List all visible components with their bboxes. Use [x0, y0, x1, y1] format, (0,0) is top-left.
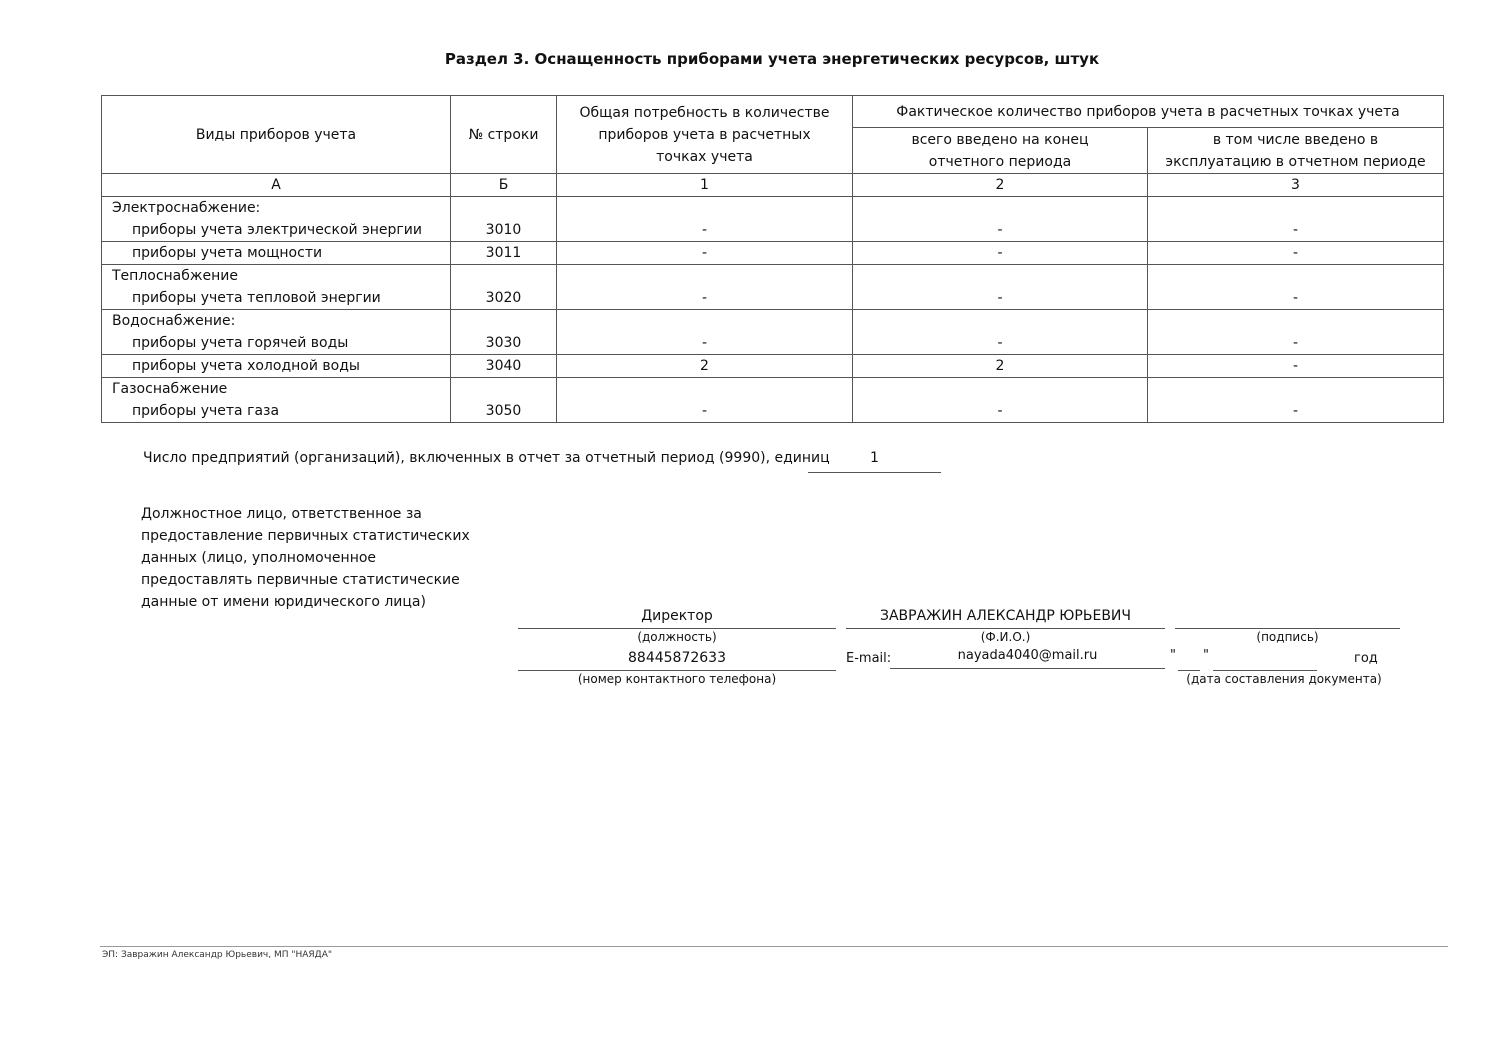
code-col-b: Б — [451, 174, 557, 197]
code-col-1: 1 — [557, 174, 853, 197]
row-label — [102, 197, 451, 242]
code-col-2: 2 — [853, 174, 1148, 197]
row-label — [102, 310, 451, 355]
header-col-a: Виды приборов учета — [102, 96, 451, 174]
meter-type-label: приборы учета тепловой энергии — [132, 290, 381, 306]
meter-type-label: приборы учета холодной воды — [102, 355, 451, 378]
table-row — [102, 265, 1444, 310]
date-year-label: год — [1354, 651, 1378, 666]
value-col-3: - — [1148, 355, 1444, 378]
responsible-person-text: Должностное лицо, ответственное за предоставление первичных статистических данных (лицо, уполномоченное предоставлять первичные статистические данные от имени юридического лица) — [141, 506, 470, 610]
enterprise-count-value: 1 — [808, 450, 941, 473]
value-col-2: 2 — [853, 355, 1148, 378]
category-label: Водоснабжение: — [112, 313, 236, 329]
date-day-field — [1178, 650, 1200, 671]
category-label: Электроснабжение: — [112, 200, 261, 216]
position-caption: (должность) — [637, 630, 717, 644]
date-quote-close: " — [1203, 648, 1209, 663]
header-col-1: Общая потребность в количестве приборов учета в расчетных точках учета — [557, 96, 853, 174]
meter-type-label: приборы учета мощности — [102, 242, 451, 265]
value-col-1: - — [557, 378, 853, 423]
value-col-2: - — [853, 378, 1148, 423]
table-row — [102, 310, 1444, 355]
table-row — [102, 378, 1444, 423]
value-col-3: - — [1148, 265, 1444, 310]
value-col-1: - — [557, 265, 853, 310]
code-col-a: А — [102, 174, 451, 197]
value-col-2: - — [853, 197, 1148, 242]
full-name-field: ЗАВРАЖИН АЛЕКСАНДР ЮРЬЕВИЧ — [846, 608, 1165, 629]
signature-caption: (подпись) — [1256, 630, 1319, 644]
date-quote-open: " — [1170, 648, 1176, 663]
email-field: nayada4040@mail.ru — [890, 648, 1165, 669]
code-col-3: 3 — [1148, 174, 1444, 197]
date-month-field — [1213, 650, 1317, 671]
full-name-caption: (Ф.И.О.) — [980, 630, 1031, 644]
value-col-3: - — [1148, 378, 1444, 423]
value-col-2: - — [853, 265, 1148, 310]
meter-type-label: приборы учета газа — [132, 403, 280, 419]
category-label: Теплоснабжение — [112, 268, 238, 284]
header-col-b: № строки — [451, 96, 557, 174]
line-number: 3020 — [451, 265, 557, 310]
position-field: Директор — [518, 608, 836, 629]
enterprise-count-label: Число предприятий (организаций), включенных в отчет за отчетный период (9990), единиц — [143, 450, 830, 466]
email-label: E-mail: — [846, 651, 892, 666]
value-col-3: - — [1148, 310, 1444, 355]
header-col-2: всего введено на конец отчетного периода — [853, 128, 1148, 174]
category-label: Газоснабжение — [112, 381, 228, 397]
meter-type-label: приборы учета горячей воды — [132, 335, 349, 351]
line-number: 3010 — [451, 197, 557, 242]
line-number: 3011 — [451, 242, 557, 265]
line-number: 3030 — [451, 310, 557, 355]
table-row — [102, 242, 1444, 265]
line-number: 3040 — [451, 355, 557, 378]
value-col-1: - — [557, 310, 853, 355]
value-col-2: - — [853, 242, 1148, 265]
header-group: Фактическое количество приборов учета в расчетных точках учета — [853, 96, 1444, 128]
header-col-3: в том числе введено в эксплуатацию в отчетном периоде — [1148, 128, 1444, 174]
signature-field — [1175, 608, 1400, 629]
value-col-3: - — [1148, 197, 1444, 242]
table-row — [102, 355, 1444, 378]
date-caption: (дата составления документа) — [1186, 672, 1382, 686]
value-col-1: 2 — [557, 355, 853, 378]
section-title: Раздел 3. Оснащенность приборами учета энергетических ресурсов, штук — [444, 50, 1100, 68]
line-number: 3050 — [451, 378, 557, 423]
table-row — [102, 197, 1444, 242]
meter-type-label: приборы учета электрической энергии — [132, 222, 422, 238]
footer-divider — [100, 946, 1448, 947]
digital-signature-footer: ЭП: Завражин Александр Юрьевич, МП "НАЯДА" — [102, 950, 332, 960]
row-label — [102, 378, 451, 423]
phone-caption: (номер контактного телефона) — [577, 672, 777, 686]
value-col-1: - — [557, 197, 853, 242]
value-col-3: - — [1148, 242, 1444, 265]
phone-field: 88445872633 — [518, 650, 836, 671]
metering-table — [101, 95, 1444, 423]
value-col-1: - — [557, 242, 853, 265]
value-col-2: - — [853, 310, 1148, 355]
row-label — [102, 265, 451, 310]
